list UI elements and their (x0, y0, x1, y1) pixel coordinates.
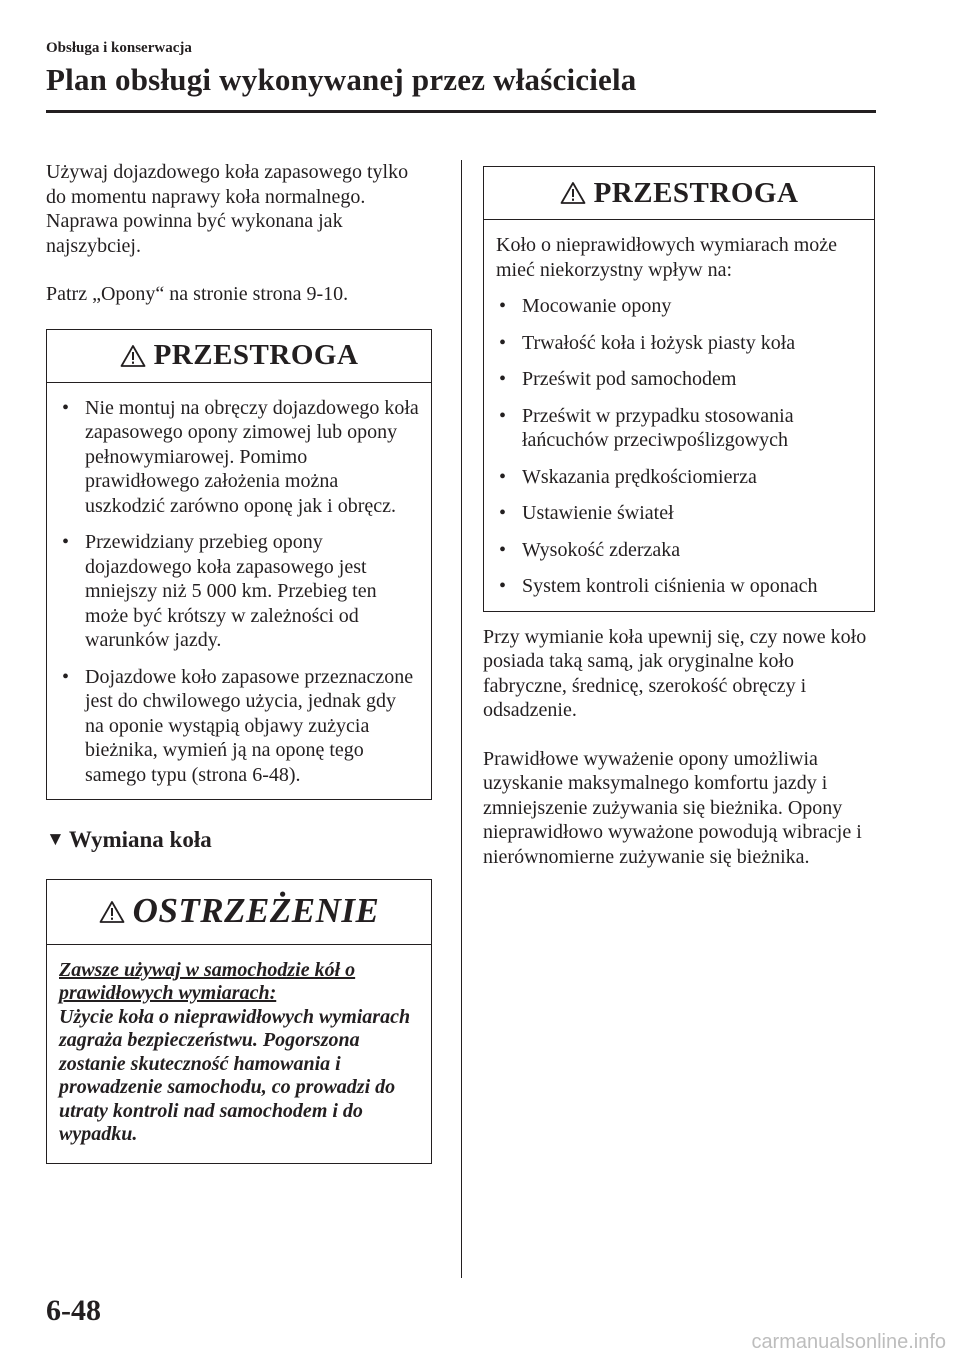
bullet-icon: • (499, 368, 507, 390)
right-column (483, 166, 875, 869)
caution-header (484, 167, 874, 220)
list-item-text: Prześwit pod samochodem (522, 368, 737, 390)
warning-text: Użycie koła o nieprawidłowych wymiarach zagraża bezpieczeństwu. Pogorszona zostanie skuteczność hamowania i prowadzenie samochodu, co prowadzi do utraty kontroli nad samochodem i do wypadku. (59, 1005, 411, 1145)
warning-box (46, 879, 432, 1164)
column-divider (461, 160, 462, 1278)
list-item (496, 404, 862, 453)
paragraph: Prawidłowe wyważenie opony umożliwia uzyskanie maksymalnego komfortu jazdy i zmniejszenie zużywania się bieżnika. Opony nieprawidłowo wyważone powodują wibracje i nierównomierne zużywanie się bieżnika. (483, 747, 862, 868)
paragraph: Patrz „Opony“ na stronie strona 9-10. (46, 283, 349, 305)
bullet-icon: • (499, 404, 507, 427)
warning-lead: Zawsze używaj w samochodzie kół o prawidłowych wymiarach: (59, 958, 356, 1004)
list-item-text: System kontroli ciśnienia w oponach (522, 575, 818, 597)
triangle-down-icon: ▼ (46, 829, 65, 850)
page-title: Plan obsługi wykonywanej przez właściciela (46, 62, 637, 97)
list-item-text: Prześwit w przypadku stosowania łańcuchów przeciwpoślizgowych (522, 404, 794, 451)
warning-header (47, 880, 431, 945)
paragraph: Używaj dojazdowego koła zapasowego tylko do momentu naprawy koła normalnego. Naprawa powinna być wykonana jak najszybciej. (46, 161, 409, 257)
list-item (496, 367, 862, 392)
bullet-icon: • (62, 531, 70, 553)
list-item-text: Wskazania prędkościomierza (522, 465, 757, 488)
list-item (496, 538, 862, 563)
bullet-icon: • (499, 502, 507, 524)
title-rule (46, 110, 876, 113)
caution-box (46, 329, 432, 801)
caution-list (496, 294, 862, 599)
subheading-text: Wymiana koła (68, 827, 212, 852)
bullet-icon: • (499, 465, 507, 488)
page-number: 6-48 (46, 1294, 101, 1327)
list-item (59, 530, 419, 653)
caution-body (47, 383, 431, 800)
warning-triangle-icon (120, 344, 146, 368)
list-item (496, 574, 862, 599)
list-item-text: Nie montuj na obręczy dojazdowego koła zapasowego opony zimowej lub opony pełnowymiarowej. Pomimo prawidłowego założenia można uszkodzić zarówno oponę jak i obręcz. (85, 396, 419, 517)
list-item (496, 331, 862, 356)
list-item-text: Przewidziany przebieg opony dojazdowego koła zapasowego jest mniejszy niż 5 000 km. Przebieg ten może być krótszy w zależności od warunków jazdy. (85, 531, 377, 651)
list-item-text: Wysokość zderzaka (522, 538, 681, 561)
bullet-icon: • (499, 575, 507, 597)
list-item (59, 396, 419, 519)
warning-triangle-icon (560, 181, 586, 205)
caution-title: PRZESTROGA (593, 176, 799, 209)
list-item-text: Trwałość koła i łożysk piasty koła (522, 331, 796, 354)
section-label: Obsługa i konserwacja (46, 40, 192, 56)
list-item-text: Dojazdowe koło zapasowe przeznaczone jest do chwilowego użycia, jednak gdy na oponie wystąpią objawy zużycia bieżnika, wymień ją na oponę tego samego typu (strona 6-48). (85, 665, 414, 786)
list-item (59, 665, 419, 788)
bullet-icon: • (499, 331, 507, 354)
paragraph: Przy wymianie koła upewnij się, czy nowe koło posiada taką samą, jak oryginalne koło fabryczne, średnicę, szerokość obręczy i odsadzenie. (483, 625, 867, 721)
list-item-text: Ustawienie świateł (522, 502, 674, 524)
warning-body (47, 945, 431, 1163)
caution-body (484, 220, 874, 611)
bullet-icon: • (499, 295, 507, 317)
warning-title: OSTRZEŻENIE (132, 891, 380, 931)
watermark: carmanualsonline.info (751, 1331, 946, 1353)
caution-header (47, 330, 431, 383)
caution-box (483, 166, 875, 612)
list-item (496, 465, 862, 490)
caution-title: PRZESTROGA (153, 339, 359, 372)
warning-triangle-icon (99, 900, 125, 924)
subheading (46, 828, 432, 853)
bullet-icon: • (499, 538, 507, 561)
bullet-icon: • (62, 396, 70, 419)
list-item (496, 501, 862, 526)
bullet-icon: • (62, 665, 70, 688)
list-item-text: Mocowanie opony (522, 295, 672, 317)
left-column (46, 160, 432, 1164)
list-item (496, 294, 862, 319)
caution-intro: Koło o nieprawidłowych wymiarach może mieć niekorzystny wpływ na: (496, 234, 838, 281)
